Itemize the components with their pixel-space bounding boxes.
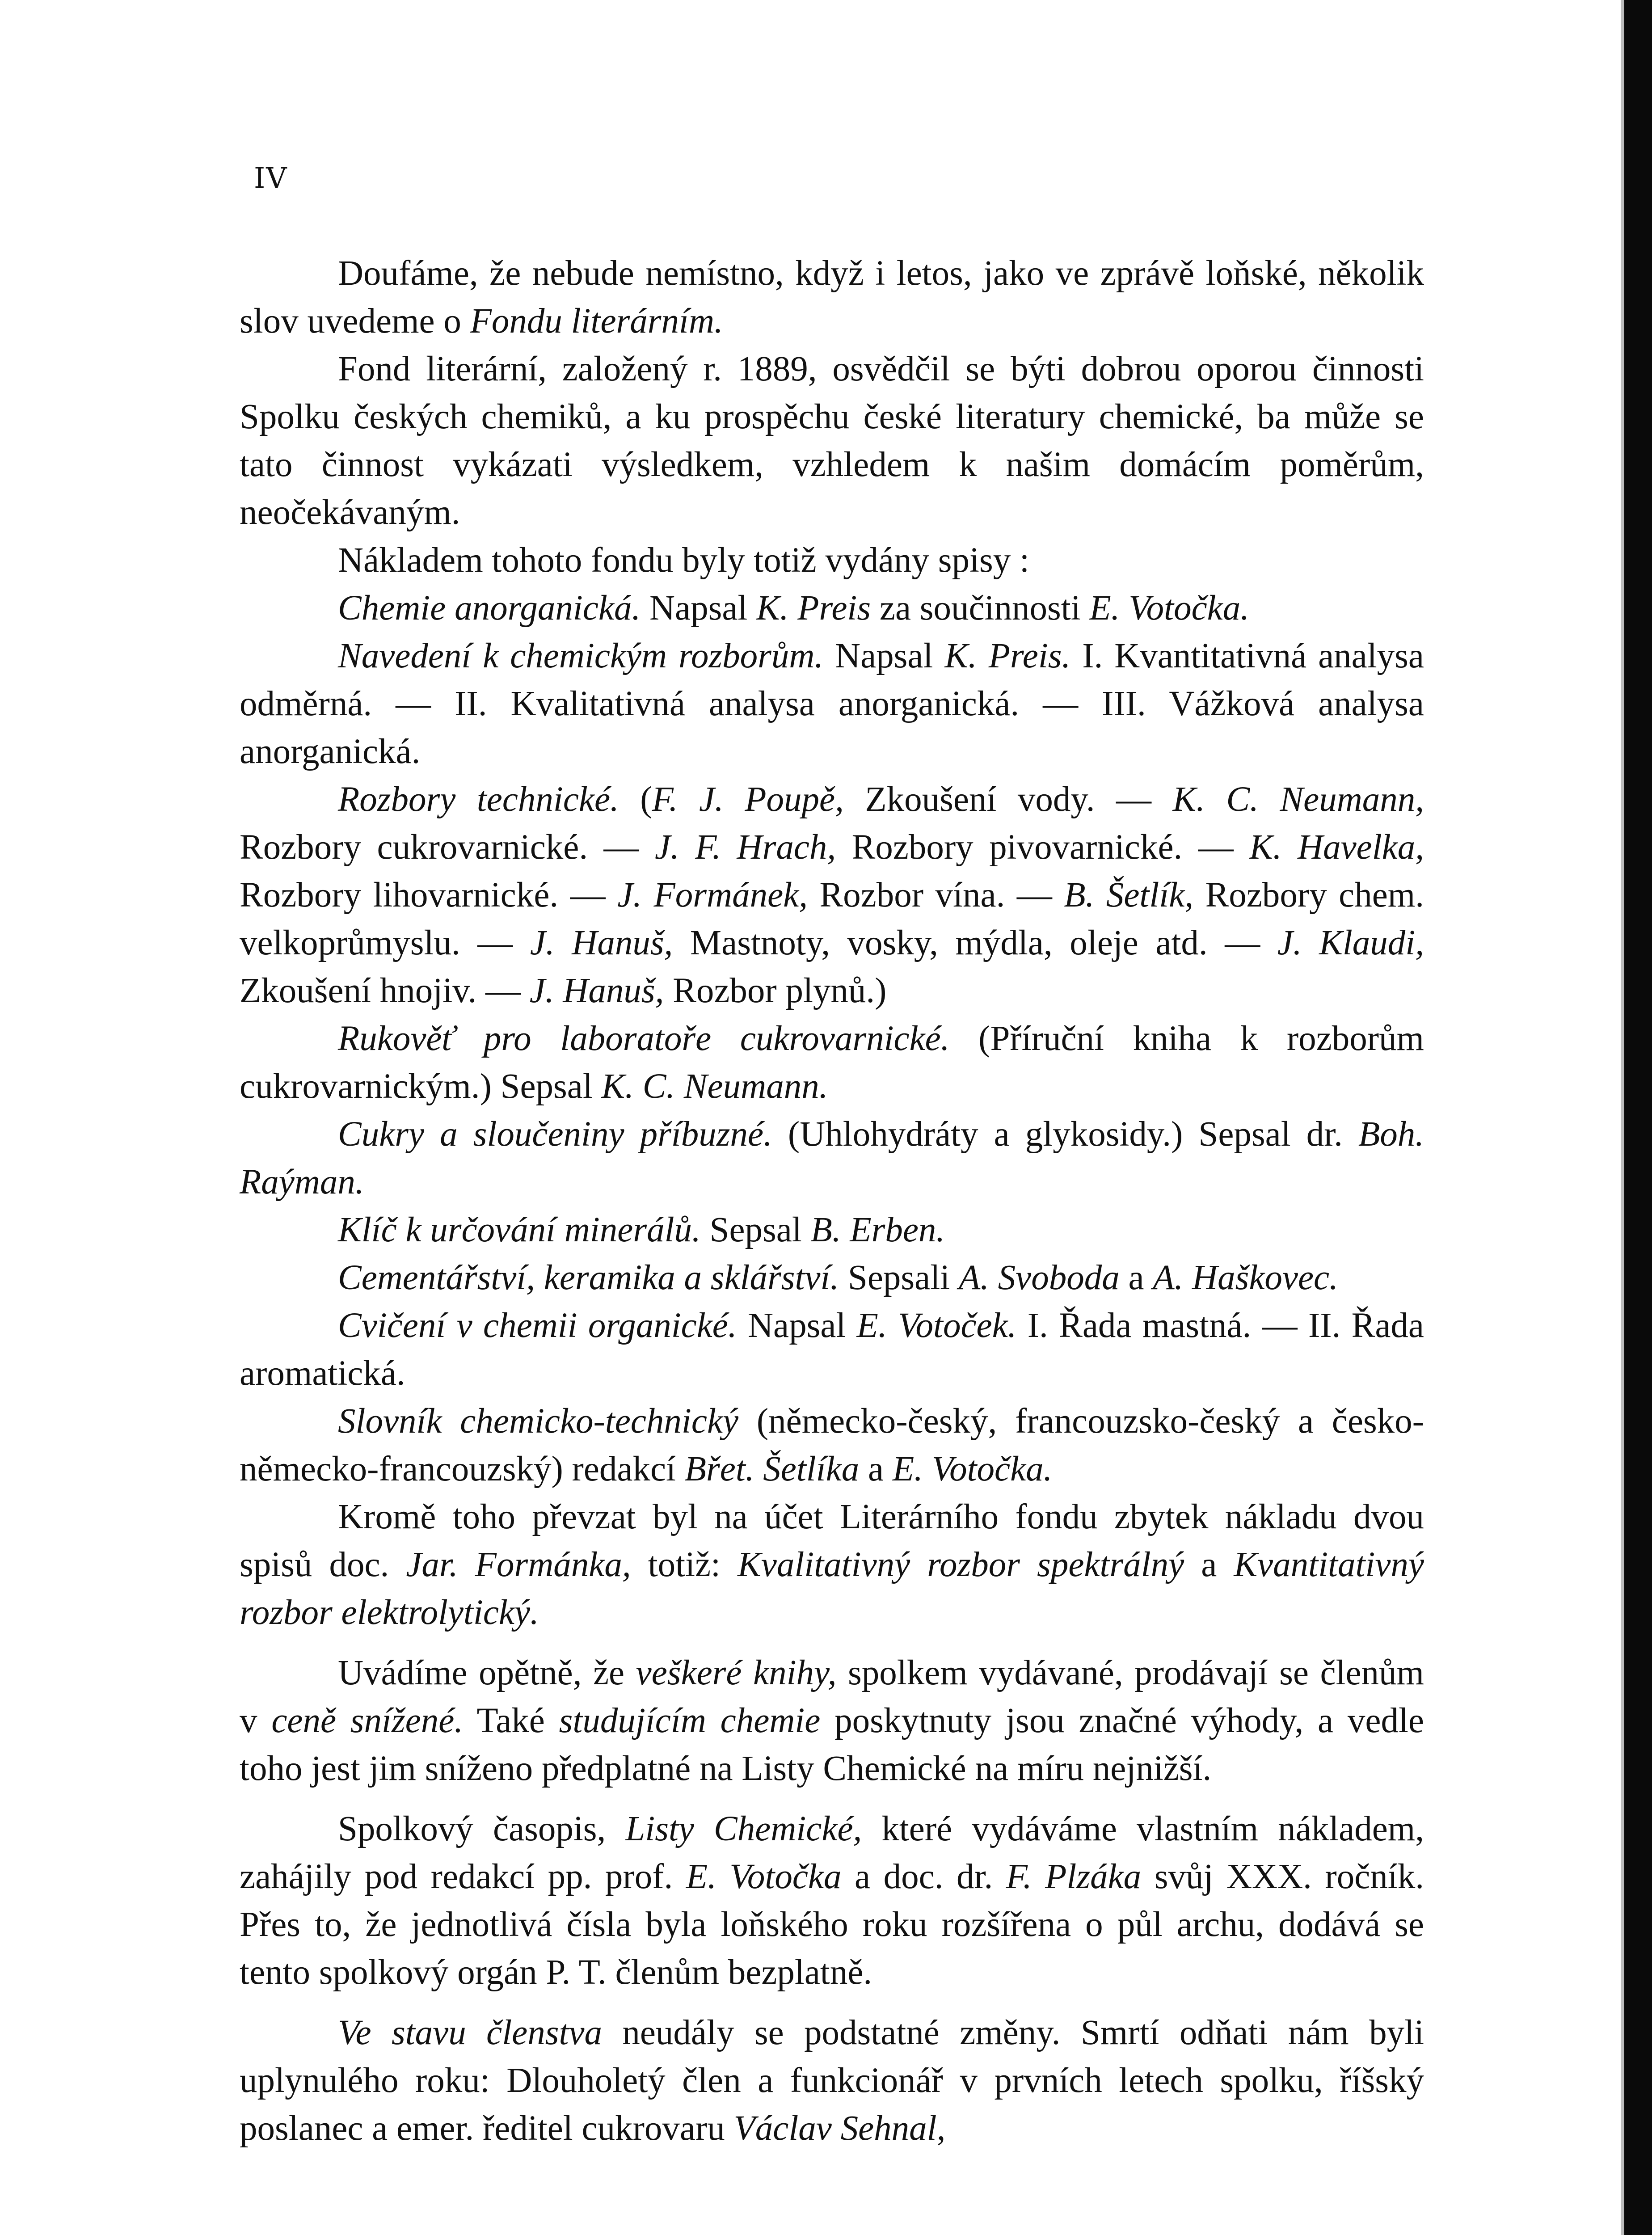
italic-run: A. Haškovec. bbox=[1153, 1258, 1338, 1297]
italic-run: Kvantitativný rozbor elektrolytický. bbox=[240, 1545, 1424, 1632]
italic-run: J. Hanuš, bbox=[529, 971, 664, 1010]
italic-run: Rozbory technické. bbox=[338, 780, 619, 819]
body-text bbox=[240, 249, 1424, 2152]
italic-run: Fondu literárním. bbox=[470, 302, 723, 341]
page-number: IV bbox=[254, 162, 288, 195]
italic-run: Ve stavu členstva bbox=[338, 2013, 602, 2052]
paragraph: Rozbory technické. (F. J. Poupě, Zkoušení vody. — K. C. Neumann, Rozbory cukrovarnické. — J. F. Hrach, Rozbory pivovarnické. — K. Havelka, Rozbory lihovarnické. — J. Formánek, Rozbor vína. — B. Šetlík, Rozbory chem. velkoprůmyslu. — J. Hanuš, Mastnoty, vosky, mýdla, oleje atd. — J. Klaudi, Zkoušení hnojiv. — J. Hanuš, Rozbor plynů.) bbox=[240, 780, 1424, 1010]
paragraph: Doufáme, že nebude nemístno, když i letos, jako ve zprávě loňské, několik slov uvedeme o Fondu literárním. bbox=[240, 254, 1424, 341]
italic-run: B. Šetlík, bbox=[1064, 876, 1194, 915]
italic-run: K. Havelka, bbox=[1249, 828, 1424, 867]
paragraph: Rukověť pro laboratoře cukrovarnické. (Příruční kniha k rozborům cukrovarnickým.) Sepsal K. C. Neumann. bbox=[240, 1019, 1424, 1106]
italic-run: Chemie anorganická. bbox=[338, 589, 641, 628]
italic-run: Cementářství, keramika a sklářství. bbox=[338, 1258, 839, 1297]
paragraph: Uvádíme opětně, že veškeré knihy, spolkem vydávané, prodávají se členům v ceně snížené. Také studujícím chemie poskytnuty jsou značné výhody, a vedle toho jest jim sníženo předplatné na Listy Chemické na míru nejnižší. bbox=[240, 1653, 1424, 1788]
italic-run: Slovník chemicko-technický bbox=[338, 1402, 739, 1441]
paragraph: Chemie anorganická. Napsal K. Preis za součinnosti E. Votočka. bbox=[338, 589, 1249, 628]
italic-run: F. J. Poupě, bbox=[652, 780, 844, 819]
paragraph: Ve stavu členstva neudály se podstatné změny. Smrtí odňati nám byli uplynulého roku: Dlouholetý člen a funkcionář v prvních letech spolku, říšský poslanec a emer. ředitel cukrovaru Václav Sehnal, bbox=[240, 2013, 1424, 2148]
paragraph: Spolkový časopis, Listy Chemické, které vydáváme vlastním nákladem, zahájily pod redakcí pp. prof. E. Votočka a doc. dr. F. Plzáka svůj XXX. ročník. Přes to, že jednotlivá čísla byla loňského roku rozšířena o půl archu, dodává se tento spolkový orgán P. T. členům bezplatně. bbox=[240, 1809, 1424, 1992]
scan-edge-shadow bbox=[1621, 0, 1624, 2235]
italic-run: Navedení k chemickým rozborům. bbox=[338, 637, 824, 675]
italic-run: Jar. Formánka, bbox=[406, 1545, 631, 1584]
italic-run: E. Votočka. bbox=[892, 1450, 1053, 1489]
italic-run: Václav Sehnal, bbox=[733, 2109, 946, 2148]
paragraph: Slovník chemicko-technický (německo-český, francouzsko-český a česko-německo-francouzský) redakcí Břet. Šetlíka a E. Votočka. bbox=[240, 1402, 1424, 1489]
paragraph: Klíč k určování minerálů. Sepsal B. Erben. bbox=[338, 1210, 945, 1249]
italic-run: J. Klaudi, bbox=[1277, 924, 1424, 962]
paragraph: Cukry a sloučeniny příbuzné. (Uhlohydráty a glykosidy.) Sepsal dr. Boh. Raýman. bbox=[240, 1115, 1424, 1202]
scan-edge bbox=[1624, 0, 1652, 2235]
italic-run: J. Hanuš, bbox=[530, 924, 673, 962]
paragraph: Kromě toho převzat byl na účet Literárního fondu zbytek nákladu dvou spisů doc. Jar. Formánka, totiž: Kvalitativný rozbor spektrálný a Kvantitativný rozbor elektrolytický. bbox=[240, 1497, 1424, 1632]
italic-run: K. Preis. bbox=[944, 637, 1071, 675]
paragraph: Nákladem tohoto fondu byly totiž vydány spisy : bbox=[338, 541, 1029, 580]
italic-run: B. Erben. bbox=[810, 1210, 945, 1249]
italic-run: Klíč k určování minerálů. bbox=[338, 1210, 701, 1249]
italic-run: Břet. Šetlíka bbox=[684, 1450, 860, 1489]
italic-run: veškeré knihy, bbox=[636, 1653, 837, 1692]
italic-run: K. C. Neumann, bbox=[1172, 780, 1424, 819]
italic-run: studujícím chemie bbox=[559, 1701, 821, 1740]
italic-run: Cvičení v chemii organické. bbox=[338, 1306, 737, 1345]
italic-run: ceně snížené. bbox=[271, 1701, 464, 1740]
italic-run: J. F. Hrach, bbox=[654, 828, 836, 867]
paragraph: Cementářství, keramika a sklářství. Sepsali A. Svoboda a A. Haškovec. bbox=[338, 1258, 1338, 1297]
italic-run: Kvalitativný rozbor spektrálný bbox=[738, 1545, 1184, 1584]
italic-run: J. Formánek, bbox=[617, 876, 808, 915]
italic-run: E. Votočka. bbox=[1089, 589, 1249, 628]
italic-run: E. Votoček. bbox=[856, 1306, 1017, 1345]
italic-run: K. Preis bbox=[756, 589, 871, 628]
italic-run: Listy Chemické, bbox=[625, 1809, 862, 1848]
italic-run: A. Svoboda bbox=[958, 1258, 1120, 1297]
paragraph: Navedení k chemickým rozborům. Napsal K. Preis. I. Kvantitativná analysa odměrná. — II. Kvalitativná analysa anorganická. — III. Vážková analysa anorganická. bbox=[240, 637, 1424, 771]
italic-run: F. Plzáka bbox=[1006, 1857, 1142, 1896]
italic-run: E. Votočka bbox=[686, 1857, 842, 1896]
italic-run: Rukověť pro laboratoře cukrovarnické. bbox=[338, 1019, 950, 1058]
italic-run: Cukry a sloučeniny příbuzné. bbox=[338, 1115, 772, 1154]
paragraph: Fond literární, založený r. 1889, osvědčil se býti dobrou oporou činnosti Spolku českých chemiků, a ku prospěchu české literatury chemické, ba může se tato činnost vykázati výsledkem, vzhledem k našim domácím poměrům, neočekávaným. bbox=[240, 350, 1424, 532]
paragraph: Cvičení v chemii organické. Napsal E. Votoček. I. Řada mastná. — II. Řada aromatická. bbox=[240, 1306, 1424, 1393]
italic-run: Boh. Raýman. bbox=[240, 1115, 1424, 1202]
italic-run: K. C. Neumann. bbox=[601, 1067, 828, 1106]
